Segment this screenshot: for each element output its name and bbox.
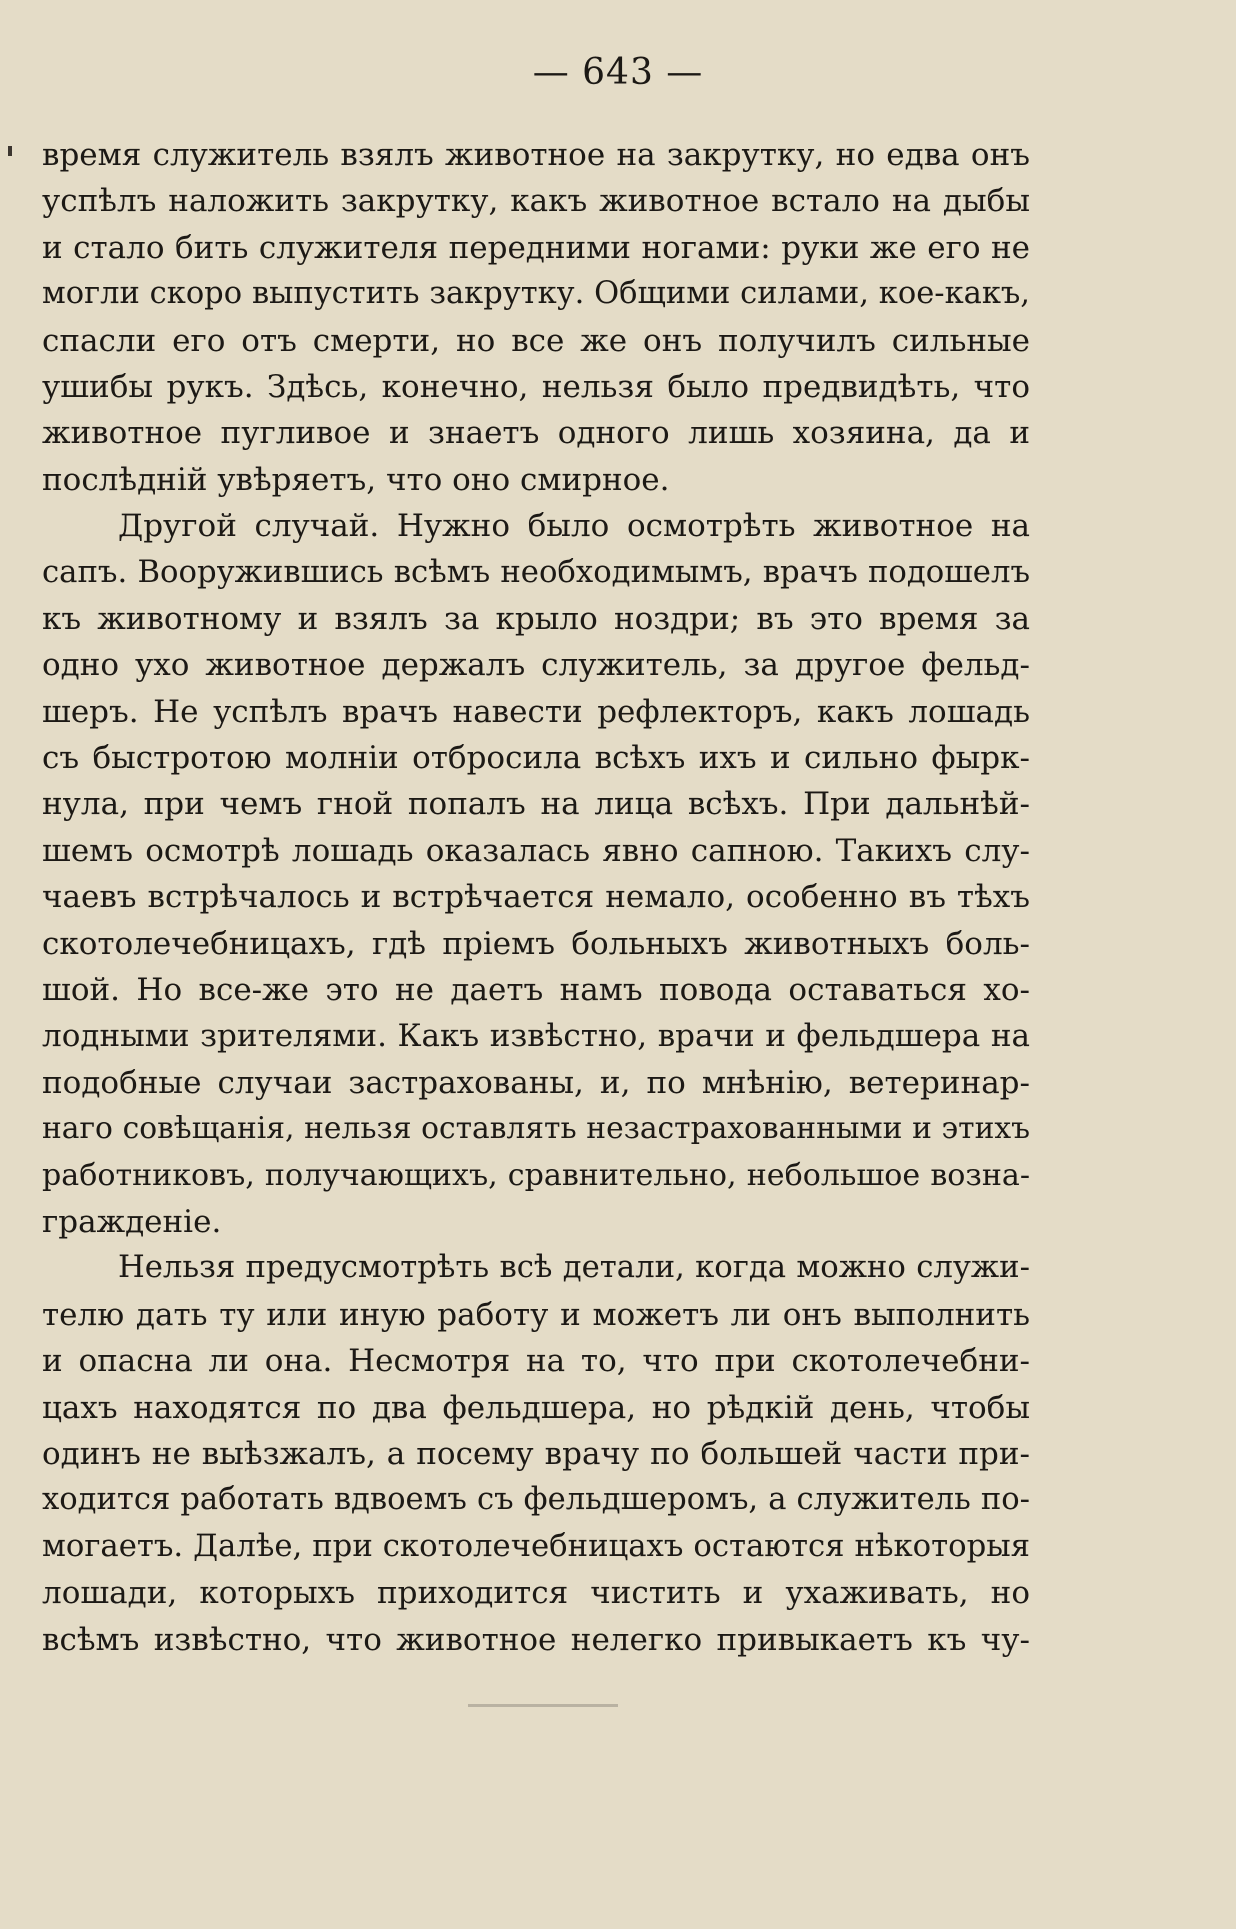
text-line: успѣлъ наложить закрутку, какъ животное встало на дыбы <box>42 183 1030 220</box>
text-line: всѣмъ извѣстно, что животное нелегко привыкаетъ къ чу- <box>42 1621 1030 1658</box>
text-line: могаетъ. Далѣе, при скотолечебницахъ остаются нѣкоторыя <box>42 1528 1030 1564</box>
paragraph-3 <box>42 1245 1030 1663</box>
text-line: шемъ осмотрѣ лошадь оказалась явно сапною. Такихъ слу- <box>42 832 1030 869</box>
text-line: шеръ. Не успѣлъ врачъ навести рефлекторъ, какъ лошадь <box>42 693 1030 730</box>
text-line: могли скоро выпустить закрутку. Общими силами, кое-какъ, <box>42 276 1030 312</box>
text-line: Другой случай. Нужно было осмотрѣть животное на <box>118 508 1030 545</box>
paragraph-1 <box>42 132 1030 503</box>
text-line: и стало бить служителя передними ногами: руки же его не <box>42 229 1030 266</box>
text-line: гражденiе. <box>42 1203 222 1240</box>
bottom-rule <box>468 1704 618 1707</box>
text-line: спасли его отъ смерти, но все же онъ получилъ сильные <box>42 322 1030 359</box>
text-line: скотолечебницахъ, гдѣ прiемъ больныхъ животныхъ боль- <box>42 925 1030 962</box>
text-line: подобные случаи застрахованы, и, по мнѣнiю, ветеринар- <box>42 1064 1030 1101</box>
text-line: Нельзя предусмотрѣть всѣ детали, когда можно служи- <box>118 1250 1030 1286</box>
text-line: животное пугливое и знаетъ одного лишь хозяина, да и <box>42 415 1030 452</box>
text-line: и опасна ли она. Несмотря на то, что при скотолечебни- <box>42 1343 1030 1380</box>
text-line: нула, при чемъ гной попалъ на лица всѣхъ. При дальнѣй- <box>42 786 1030 823</box>
margin-mark <box>8 146 12 156</box>
text-line: телю дать ту или иную работу и можетъ ли онъ выполнить <box>42 1296 1030 1333</box>
text-line: ушибы рукъ. Здѣсь, конечно, нельзя было предвидѣть, что <box>42 368 1030 405</box>
text-line: работниковъ, получающихъ, сравнительно, небольшое возна- <box>42 1157 1030 1193</box>
text-line: послѣднiй увѣряетъ, что оно смирное. <box>42 461 670 498</box>
paragraph-2 <box>42 503 1030 1245</box>
text-line: сапъ. Вооружившись всѣмъ необходимымъ, врачъ подошелъ <box>42 554 1030 590</box>
text-line: къ животному и взялъ за крыло ноздри; въ это время за <box>42 600 1030 637</box>
text-line: лодными зрителями. Какъ извѣстно, врачи и фельдшера на <box>42 1018 1030 1055</box>
text-line: одно ухо животное держалъ служитель, за другое фельд- <box>42 647 1030 684</box>
body-text <box>42 132 1030 1663</box>
page-number: — 643 — <box>532 52 704 93</box>
text-line: наго совѣщанiя, нельзя оставлять незастрахованными и этихъ <box>42 1111 1030 1147</box>
text-line: одинъ не выѣзжалъ, а посему врачу по большей части при- <box>42 1435 1030 1472</box>
text-line: лошади, которыхъ приходится чистить и ухаживать, но <box>42 1575 1030 1612</box>
text-line: время служитель взялъ животное на закрутку, но едва онъ <box>42 137 1030 173</box>
text-line: съ быстротою молнiи отбросила всѣхъ ихъ и сильно фырк- <box>42 740 1030 777</box>
text-line: чаевъ встрѣчалось и встрѣчается немало, особенно въ тѣхъ <box>42 879 1030 916</box>
text-line: цахъ находятся по два фельдшера, но рѣдкiй день, чтобы <box>42 1389 1030 1426</box>
text-line: шой. Но все-же это не даетъ намъ повода оставаться хо- <box>42 972 1030 1009</box>
text-line: ходится работать вдвоемъ съ фельдшеромъ, а служитель по- <box>42 1482 1030 1518</box>
